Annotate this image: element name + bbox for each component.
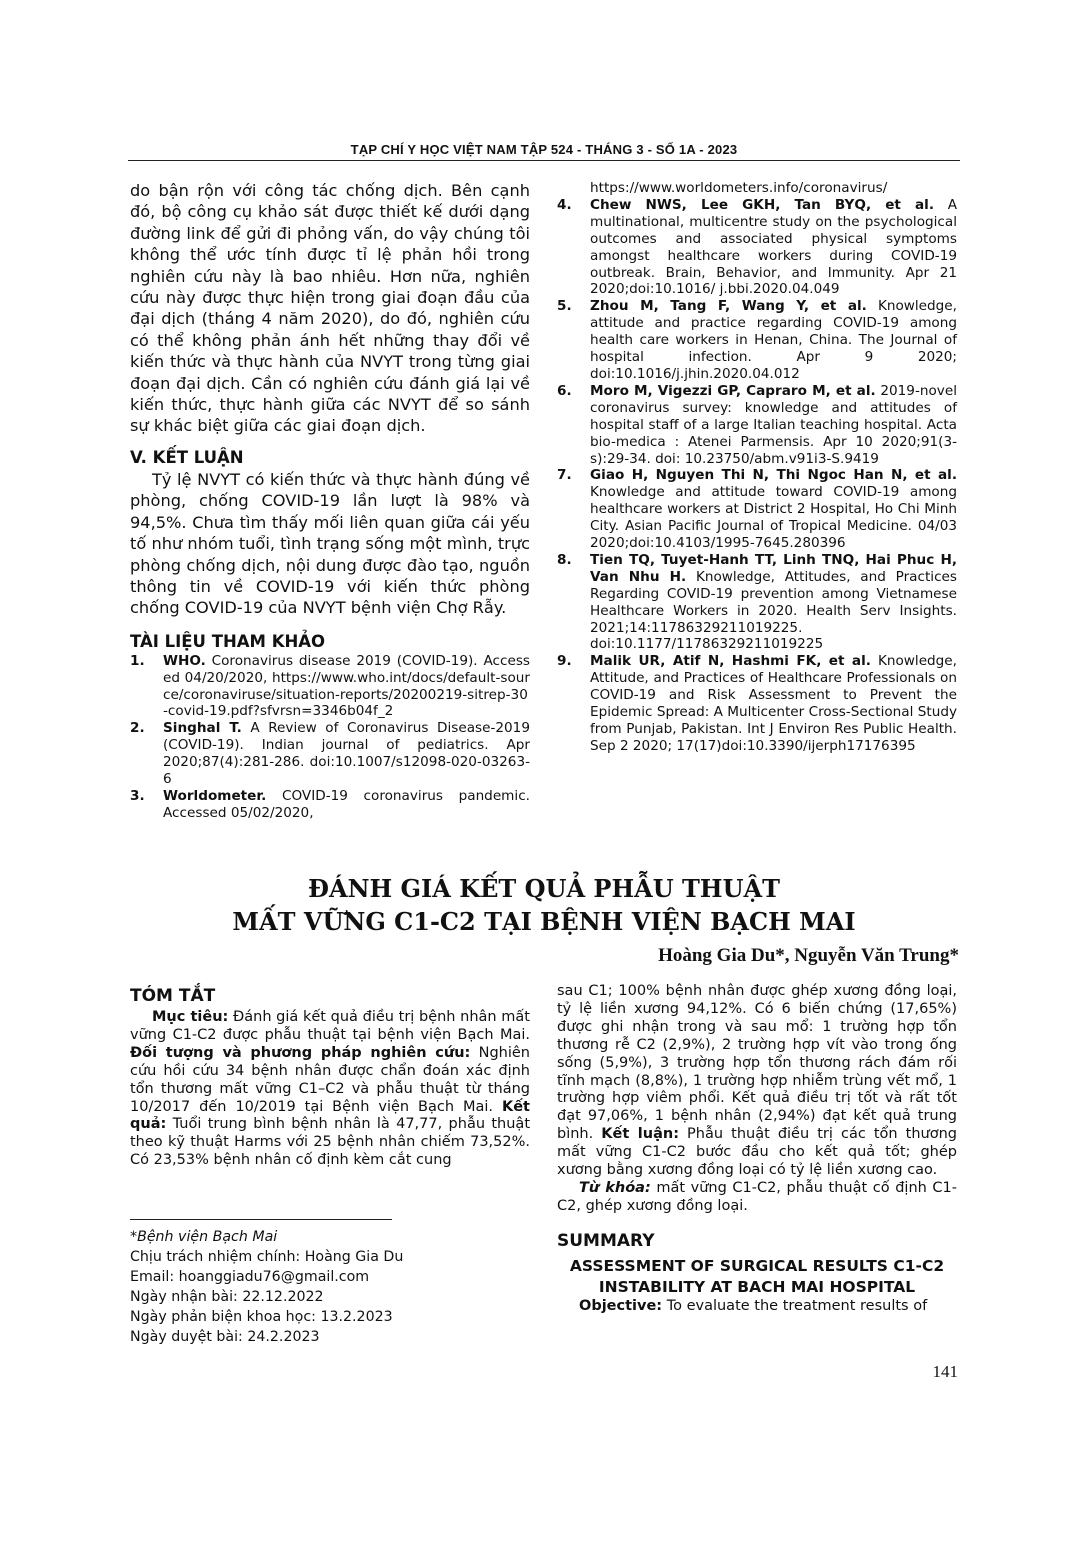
- reference-number: 9.: [557, 653, 572, 670]
- reference-authors: Moro M, Vigezzi GP, Capraro M, et al.: [590, 382, 876, 399]
- reference-item: [130, 653, 530, 721]
- conclusion-label: Kết luận:: [601, 1126, 679, 1143]
- references-list-right: [557, 197, 957, 755]
- header-rule: [128, 160, 960, 161]
- reference-text: A multinational, multicentre study on the psychological outcomes and associated physical symptoms amongst healthcare workers during COVID-19 outbreak. Brain, Behavior, and Immunity. Apr 21 2020;doi:10.1016/ j.bbi.2020.04.049: [590, 196, 957, 298]
- article-title-line2: MẤT VỮNG C1-C2 TẠI BỆNH VIỆN BẠCH MAI: [232, 907, 856, 936]
- article-title: [128, 872, 960, 938]
- reference-authors: Tien TQ, Tuyet-Hanh TT, Linh TNQ, Hai Phuc H, Van Nhu H.: [590, 551, 957, 585]
- references-heading: TÀI LIỆU THAM KHẢO: [130, 631, 326, 651]
- results-continued-text: sau C1; 100% bệnh nhân được ghép xương đồng loại, tỷ lệ liền xương 94,12%. Có 6 biến chứng (17,65%) được ghi nhận trong và sau mổ: 1 trường hợp tổn thương rễ C2 (2,9%), 2 trường hợp vít vào trong ống sống (5,9%), 3 trường hợp tổn thương rách đám rối tĩnh mạch (8,8%), 1 trường hợp nhiễm trùng vết mổ, 1 trường hợp viêm phổi. Kết quả điều trị tốt và rất tốt đạt 97,06%, 1 bệnh nhân (2,94%) đạt kết quả trung bình.: [557, 983, 957, 1143]
- references-list-left: [130, 653, 530, 822]
- reference-authors: Zhou M, Tang F, Wang Y, et al.: [590, 298, 867, 315]
- reference-number: 3.: [130, 787, 145, 804]
- reference-text: COVID-19 coronavirus pandemic. Accessed 05/02/2020,: [163, 787, 530, 821]
- objective-text: Đánh giá kết quả điều trị bệnh nhân mất vững C1-C2 được phẫu thuật tại bệnh viện Bạch Mai.: [130, 1009, 530, 1043]
- reference-item: [557, 467, 957, 552]
- page-number: 141: [932, 1362, 958, 1381]
- keywords: [557, 1180, 957, 1216]
- footnote-responsible: Chịu trách nhiệm chính: Hoàng Gia Du: [130, 1249, 404, 1265]
- summary-objective-label: Objective:: [579, 1297, 663, 1314]
- results-label: Kết quả:: [130, 1098, 530, 1133]
- conclusion-paragraph: Tỷ lệ NVYT có kiến thức và thực hành đúng về phòng, chống COVID-19 lần lượt là 98% và 94,5%. Chưa tìm thấy mối liên quan giữa cái yếu tố như nhóm tuổi, tình trạng sống một mình, trực phòng chống dịch, nội dung được đào tạo, nguồn thông tin về COVID-19 với kiến thức phòng chống COVID-19 của NVYT bệnh viện Chợ Rẫy.: [130, 469, 530, 618]
- reference-text: Knowledge, Attitudes, and Practices Regarding COVID-19 prevention among Vietnamese Healthcare Workers in 2020. Health Serv Insights. 2021;14:11786329211019225. doi:10.1177/11786329211019225: [590, 568, 957, 653]
- keywords-text: mất vững C1-C2, phẫu thuật cố định C1-C2, ghép xương đồng loại.: [557, 1179, 957, 1214]
- methods-label: Đối tượng và phương pháp nghiên cứu:: [130, 1044, 471, 1061]
- reference-text: A Review of Coronavirus Disease-2019 (COVID-19). Indian journal of pediatrics. Apr 2020;87(4):281-286. doi:10.1007/s12098-020-03263-6: [163, 720, 530, 788]
- reference-number: 4.: [557, 196, 572, 213]
- reference-authors: Singhal T.: [163, 720, 242, 737]
- reference-text: Knowledge, Attitude, and Practices of Healthcare Professionals on COVID-19 and Risk Assessment to Prevent the Epidemic Spread: A Multicenter Cross-Sectional Study from Punjab, Pakistan. Int J Environ Res Public Health. Sep 2 2020; 17(17)doi:10.3390/ijerph17176395: [590, 653, 957, 754]
- abstract-right: [557, 983, 957, 1316]
- summary-objective-text: To evaluate the treatment results of: [662, 1297, 928, 1314]
- reference-number: 6.: [557, 382, 572, 399]
- keywords-label: Từ khóa:: [579, 1179, 651, 1196]
- reference-number: 5.: [557, 298, 572, 315]
- reference-item: [557, 298, 957, 383]
- results-text: Tuổi trung bình bệnh nhân là 47,77, phẫu thuật theo kỹ thuật Harms với 25 bệnh nhân chiếm 73,52%. Có 23,53% bệnh nhân cố định kèm cắt cung: [130, 1116, 530, 1169]
- reference-continuation: https://www.worldometers.info/coronavirus/: [590, 180, 888, 196]
- article-authors: Hoàng Gia Du*, Nguyễn Văn Trung*: [658, 945, 959, 966]
- summary-heading: SUMMARY: [557, 1230, 655, 1251]
- right-column-references: [557, 180, 957, 755]
- footnote-reviewed: Ngày phản biện khoa học: 13.2.2023: [130, 1309, 393, 1325]
- reference-text: Knowledge and attitude toward COVID-19 among healthcare workers at District 2 Hospital, Ho Chi Minh City. Asian Pacific Journal of Tropical Medicine. 04/03 2020;doi:10.4103/1995-7645.280396: [590, 484, 957, 552]
- conclusion-text: Phẫu thuật điều trị các tổn thương mất vững C1-C2 bước đầu cho kết quả tốt; ghép xương bằng xương đồng loại có tỷ lệ liền xương cao.: [557, 1126, 957, 1179]
- reference-authors: Giao H, Nguyen Thi N, Thi Ngoc Han N, et al.: [590, 467, 957, 484]
- reference-number: 8.: [557, 551, 572, 568]
- reference-item: [130, 788, 530, 822]
- reference-item: [557, 552, 957, 653]
- reference-text: Knowledge, attitude and practice regarding COVID-19 among health care workers in Henan, China. The Journal of hospital infection. Apr 9 2020; doi:10.1016/j.jhin.2020.04.012: [590, 298, 957, 382]
- reference-text: Coronavirus disease 2019 (COVID-19). Accessed 04/20/2020, https://www.who.int/docs/default-source/coronaviruse/situation-reports/20200219-sitrep-30-covid-19.pdf?sfvrsn=3346b04f_2: [163, 652, 530, 720]
- reference-item: [557, 197, 957, 298]
- methods-text: Nghiên cứu hồi cứu 34 bệnh nhân được chẩn đoán xác định tổn thương mất vững C1–C2 và phẫu thuật từ tháng 10/2017 đến 10/2019 tại Bệnh viện Bạch Mai.: [130, 1044, 530, 1115]
- summary-title: ASSESSMENT OF SURGICAL RESULTS C1-C2 INSTABILITY AT BACH MAI HOSPITAL: [569, 1256, 945, 1296]
- reference-authors: Malik UR, Atif N, Hashmi FK, et al.: [590, 653, 871, 670]
- summary-paragraph: [557, 1298, 957, 1316]
- discussion-paragraph: do bận rộn với công tác chống dịch. Bên cạnh đó, bộ công cụ khảo sát được thiết kế dưới dạng đường link để gửi đi phỏng vấn, do vậy chúng tôi không thể ước tính được tỉ lệ phản hồi trong nghiên cứu này là bao nhiêu. Hơn nữa, nghiên cứu này được thực hiện trong giai đoạn đầu của đại dịch (tháng 4 năm 2020), do đó, nghiên cứu có thể không phản ánh hết những thay đổi về kiến thức và thực hành của NVYT trong từng giai đoạn đại dịch. Cần có nghiên cứu đánh giá lại về kiến thức, thực hành giữa các NVYT để so sánh sự khác biệt giữa các giai đoạn dịch.: [130, 181, 530, 436]
- footnote-accepted: Ngày duyệt bài: 24.2.2023: [130, 1329, 320, 1345]
- objective-label: Mục tiêu:: [152, 1009, 229, 1025]
- reference-authors: WHO.: [163, 652, 206, 669]
- footnote-received: Ngày nhận bài: 22.12.2022: [130, 1289, 324, 1305]
- abstract-left: [130, 985, 530, 1170]
- reference-item: [557, 653, 957, 754]
- abstract-paragraph: [130, 1009, 530, 1170]
- footnote-email: Email: hoanggiadu76@gmail.com: [130, 1269, 370, 1285]
- abstract-continued: [557, 983, 957, 1180]
- abstract-heading: TÓM TẮT: [130, 986, 216, 1006]
- reference-text: 2019-novel coronavirus survey: knowledge and attitudes of hospital staff of a large Italian teaching hospital. Acta bio-medica : Atenei Parmensis. Apr 10 2020;91(3-s):29-34. doi: 10.23750/abm.v91i3-S.9419: [590, 382, 957, 467]
- reference-number: 7.: [557, 467, 572, 484]
- conclusion-heading: V. KẾT LUẬN: [130, 447, 244, 467]
- reference-authors: Worldometer.: [163, 787, 267, 804]
- footnote-rule: [130, 1219, 392, 1220]
- reference-item: [557, 383, 957, 468]
- left-column-prev-article: [130, 180, 530, 822]
- footnote-affiliation: *Bệnh viện Bạch Mai: [130, 1229, 278, 1245]
- reference-authors: Chew NWS, Lee GKH, Tan BYQ, et al.: [590, 196, 935, 213]
- footnote: [130, 1227, 403, 1347]
- reference-number: 1.: [130, 652, 145, 669]
- reference-number: 2.: [130, 720, 145, 737]
- journal-header: TẠP CHÍ Y HỌC VIỆT NAM TẬP 524 - THÁNG 3 - SỐ 1A - 2023: [350, 142, 738, 157]
- reference-item: [130, 720, 530, 788]
- article-title-line1: ĐÁNH GIÁ KẾT QUẢ PHẪU THUẬT: [307, 874, 781, 903]
